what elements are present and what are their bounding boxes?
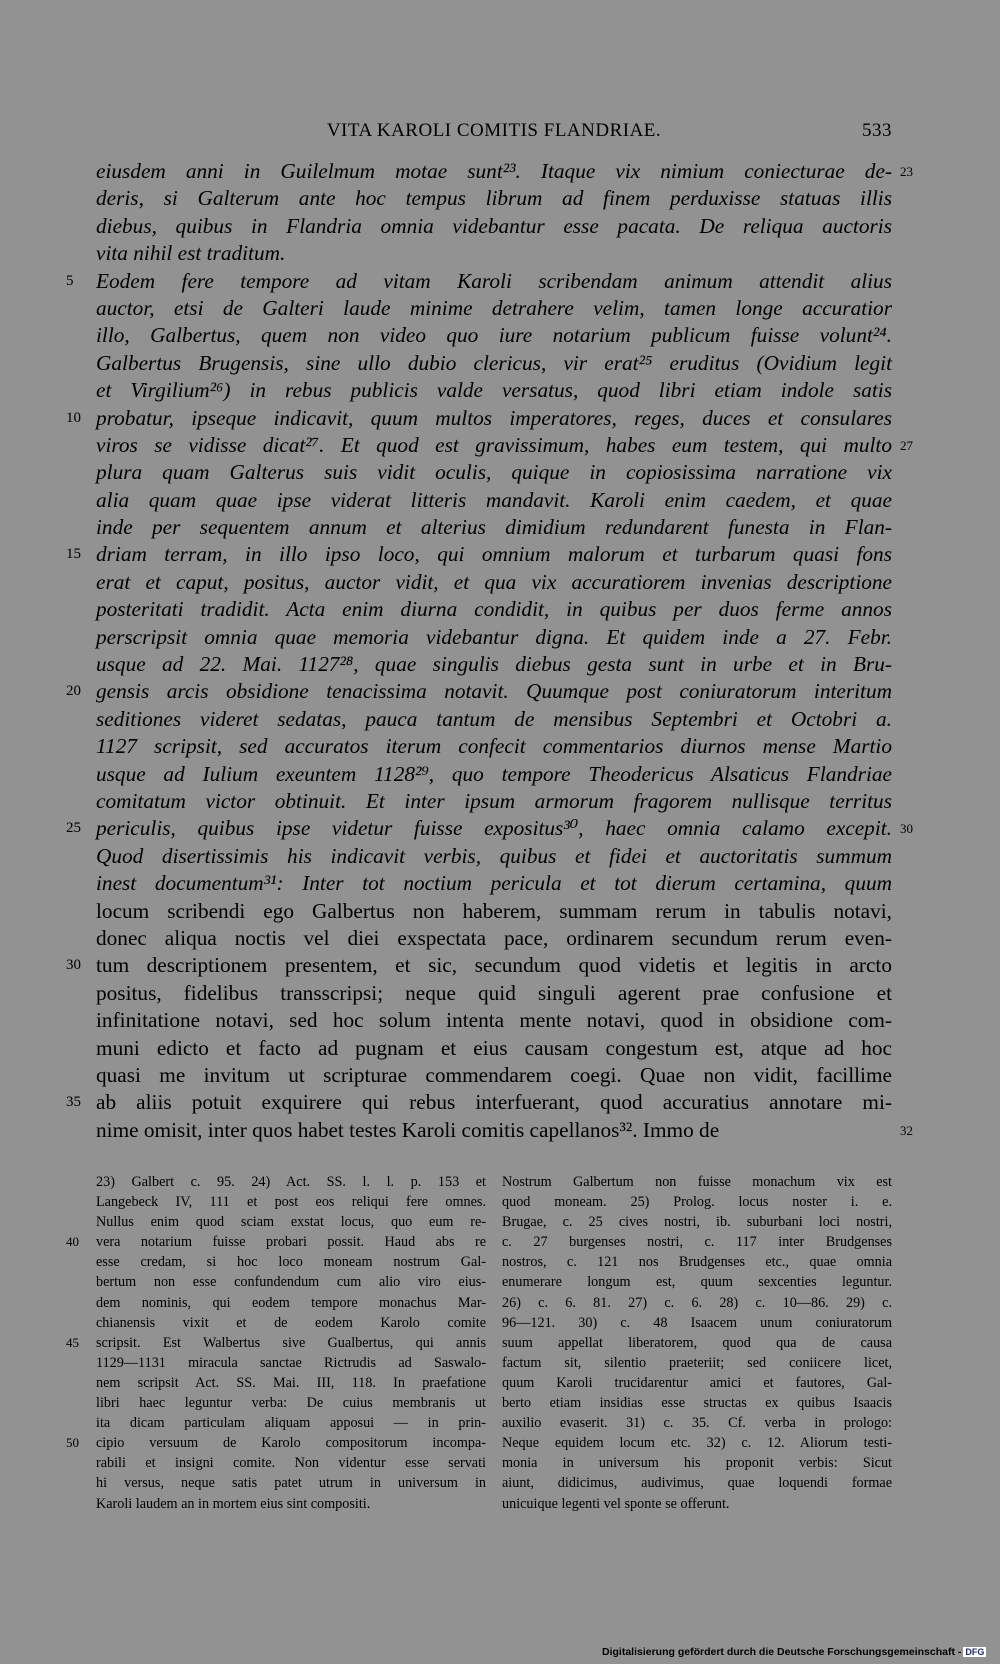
dfg-logo: DFG (965, 1647, 985, 1657)
line-text: nostros, c. 121 nos Brudgenses etc., quae omnia (502, 1254, 892, 1271)
text-line (96, 487, 892, 514)
line-text: Galbertus Brugensis, sine ullo dubio clericus, vir erat²⁵ eruditus (Ovidium legit (96, 350, 892, 375)
text-line (96, 761, 892, 788)
line-text: Brugae, c. 25 cives nostri, ib. suburbani loci nostri, (502, 1214, 892, 1231)
line-number: 10 (66, 409, 81, 426)
line-text: quum Karoli trucidarentur amici et fautores, Gal- (502, 1374, 892, 1391)
text-line (96, 185, 892, 212)
text-line (96, 213, 892, 240)
text-line (502, 1252, 892, 1272)
line-text: auxilio evaserit. 31) c. 35. Cf. verba in prologo: (502, 1415, 892, 1432)
text-line (502, 1232, 892, 1252)
footer-credit (602, 1646, 986, 1658)
line-number: 45 (66, 1334, 79, 1350)
line-text: ab aliis potuit exquirere qui rebus interfuerant, quod accuratius annotare mi- (96, 1090, 892, 1115)
text-line (66, 541, 892, 568)
line-number: 35 (66, 1094, 81, 1111)
line-text: Neque equidem locum etc. 32) c. 12. Aliorum testi- (502, 1435, 892, 1452)
text-line (66, 1089, 892, 1116)
line-number: 50 (66, 1435, 79, 1451)
text-line (96, 295, 892, 322)
line-text: tum descriptionem presentem, et sic, secundum quod videtis et legitis in arcto (96, 953, 892, 978)
text-line (96, 1117, 913, 1144)
line-text: quod moneam. 25) Prolog. locus noster i. e. (502, 1194, 892, 1211)
main-text (66, 158, 913, 1144)
line-text: driam terram, in illo ipso loco, qui omnium malorum et turbarum quasi fons (96, 542, 892, 567)
line-text: infinitatione notavi, sed hoc solum intenta mente notavi, quod in obsidione com- (96, 1008, 892, 1033)
text-line (96, 158, 913, 185)
text-line (96, 706, 892, 733)
text-line (96, 377, 892, 404)
line-text: monia in universum his proponit verbis: Sicut (502, 1455, 892, 1472)
text-line (96, 1172, 486, 1192)
footnotes-right-column (502, 1172, 892, 1514)
line-text: eiusdem anni in Guilelmum motae sunt²³. Itaque vix nimium coniecturae de- (96, 159, 892, 183)
text-line (502, 1192, 892, 1212)
line-text: libri haec leguntur verba: De cuius membranis ut (96, 1395, 486, 1412)
margin-reference: 32 (900, 1122, 913, 1138)
line-text: rabili et insigni comite. Non videntur esse servati (96, 1455, 486, 1472)
margin-reference: 27 (900, 437, 913, 453)
text-line (502, 1433, 892, 1453)
text-line (502, 1172, 892, 1192)
line-text: ita dicam particulam aliquam apposui — in prin- (96, 1415, 486, 1432)
text-line (96, 1272, 486, 1292)
text-line (96, 843, 892, 870)
footnotes-left-column (66, 1172, 486, 1514)
line-text: perscripsit omnia quae memoria videbantur digna. Et quidem inde a 27. Febr. (96, 624, 892, 649)
line-text: enumerare longum est, quum sexcenties leguntur. (502, 1274, 892, 1291)
line-text: vera notarium fuisse probari possit. Haud abs re (96, 1234, 486, 1251)
line-text: berto etiam insidias esse structas ex quibus Isaacis (502, 1395, 892, 1412)
line-text: chianensis vixit et de eodem Karolo comite (96, 1314, 486, 1331)
text-line (96, 1353, 486, 1373)
text-line (96, 898, 892, 925)
line-text: unicuique legenti vel sponte se offerunt. (502, 1495, 730, 1512)
line-number: 30 (66, 957, 81, 974)
line-text: viros se vidisse dicat²⁷. Et quod est gravissimum, habes eum testem, qui multo (96, 432, 892, 457)
line-text: Nostrum Galbertum non fuisse monachum vix est (502, 1174, 892, 1190)
line-text: c. 27 burgenses nostri, c. 117 inter Brudgenses (502, 1234, 892, 1251)
line-text: Quod disertissimis his indicavit verbis, quibus et fidei et auctoritatis summum (96, 843, 892, 868)
text-line (66, 1333, 486, 1353)
text-line (96, 733, 892, 760)
text-line (96, 1035, 892, 1062)
text-line (96, 1192, 486, 1212)
line-text: deris, si Galterum ante hoc tempus librum ad finem perduxisse statuas illis (96, 186, 892, 211)
text-line (96, 1212, 486, 1232)
line-text: Langebeck IV, 111 et post eos reliqui fere omnes. (96, 1194, 486, 1211)
running-title: VITA KAROLI COMITIS FLANDRIAE. (326, 120, 662, 141)
text-line (96, 240, 892, 267)
line-text: comitatum victor obtinuit. Et inter ipsum armorum fragorem nullisque territus (96, 788, 892, 813)
line-text: donec aliqua noctis vel diei exspectata pace, ordinarem secundum rerum even- (96, 925, 892, 950)
text-line (66, 405, 892, 432)
line-text: quasi me invitum ut scripturae commendarem coegi. Quae non vidit, facillime (96, 1062, 892, 1087)
text-line (66, 815, 913, 842)
text-line (96, 459, 892, 486)
line-text: positus, fidelibus transscripsi; neque quid singuli agerent prae confusione et (96, 980, 892, 1005)
line-text: usque ad 22. Mai. 1127²⁸, quae singulis diebus gesta sunt in urbe et in Bru- (96, 652, 892, 677)
text-line (96, 322, 892, 349)
text-line (96, 1393, 486, 1413)
line-text: periculis, quibus ipse videtur fuisse expositus³⁰, haec omnia calamo excepit. (96, 816, 892, 841)
line-text: et Virgilium²⁶) in rebus publicis valde versatus, quod libri etiam indole satis (96, 378, 892, 403)
text-line (502, 1293, 892, 1313)
line-text: usque ad Iulium exeuntem 1128²⁹, quo tempore Theodericus Alsaticus Flandriae (96, 761, 892, 786)
text-line (502, 1212, 892, 1232)
line-text: scripsit. Est Walbertus sive Gualbertus, qui annis (96, 1334, 486, 1351)
text-line (66, 952, 892, 979)
text-line (96, 624, 892, 651)
line-text: gensis arcis obsidione tenacissima notavit. Quumque post coniuratorum interitum (96, 679, 892, 704)
text-line (66, 678, 892, 705)
text-line (96, 1007, 892, 1034)
text-line (96, 514, 892, 541)
text-line (502, 1413, 892, 1433)
line-text: muni edicto et facto ad pugnam et eius causam congestum est, atque ad hoc (96, 1035, 892, 1060)
text-line (96, 788, 892, 815)
line-text: diebus, quibus in Flandria omnia videbantur esse pacata. De reliqua auctoris (96, 213, 892, 238)
line-number: 20 (66, 683, 81, 700)
page-number: 533 (862, 120, 892, 141)
line-text: Nullus enim quod sciam exstat locus, quo eum re- (96, 1214, 486, 1231)
line-text: 1127 scripsit, sed accuratos iterum confecit commentarios diurnos mense Martio (96, 734, 892, 759)
text-line (96, 1473, 486, 1493)
margin-reference: 23 (900, 164, 913, 179)
text-line (96, 1252, 486, 1272)
margin-reference: 30 (900, 821, 913, 837)
text-line (96, 1062, 892, 1089)
line-text: cipio versuum de Karolo compositorum incompa- (96, 1435, 486, 1452)
text-line (502, 1333, 892, 1353)
line-text: 96—121. 30) c. 48 Isaacem unum coniuratorum (502, 1314, 892, 1331)
line-text: inde per sequentem annum et alterius dimidium redundarent funesta in Flan- (96, 515, 892, 540)
line-number: 40 (66, 1234, 79, 1250)
text-line (96, 651, 892, 678)
text-line (66, 268, 892, 295)
line-text: 23) Galbert c. 95. 24) Act. SS. l. l. p. 153 et (96, 1174, 486, 1190)
line-text: aiunt, didicimus, audivimus, quae loquendi formae (502, 1475, 892, 1492)
line-text: 1129—1131 miracula sanctae Rictrudis ad Saswalo- (96, 1354, 486, 1371)
line-text: seditiones videret sedatas, pauca tantum de mensibus Septembri et Octobri a. (96, 706, 892, 731)
text-line (66, 1433, 486, 1453)
text-line (96, 432, 913, 459)
text-line (502, 1272, 892, 1292)
line-number: 25 (66, 820, 81, 837)
line-number: 15 (66, 546, 81, 563)
line-text: nem scripsit Act. SS. Mai. III, 118. In praefatione (96, 1374, 486, 1391)
line-text: vita nihil est traditum. (96, 241, 286, 266)
footer-text: Digitalisierung gefördert durch die Deutsche Forschungsgemeinschaft - (602, 1646, 962, 1658)
text-line (96, 1293, 486, 1313)
text-line (502, 1393, 892, 1413)
text-line (502, 1494, 892, 1514)
line-text: bertum non esse confundendum cum alio viro eius- (96, 1274, 486, 1291)
text-line (502, 1453, 892, 1473)
line-text: inest documentum³¹: Inter tot noctium pericula et tot dierum certamina, quum (96, 871, 892, 896)
text-line (96, 569, 892, 596)
text-line (96, 596, 892, 623)
line-text: illo, Galbertus, quem non video quo iure notarium publicum fuisse volunt²⁴. (96, 323, 892, 348)
line-text: factum sit, silentio praeteriit; sed coniicere licet, (502, 1354, 892, 1371)
text-line (502, 1353, 892, 1373)
line-text: suum appellat liberatorem, quod qua de causa (502, 1334, 892, 1351)
line-text: posteritati tradidit. Acta enim diurna condidit, in quibus per duos ferme annos (96, 597, 892, 622)
line-number: 5 (66, 272, 74, 289)
text-line (502, 1313, 892, 1333)
text-line (96, 925, 892, 952)
line-text: plura quam Galterus suis vidit oculis, quique in copiosissima narratione vix (96, 460, 892, 485)
line-text: Eodem fere tempore ad vitam Karoli scribendam animum attendit alius (96, 268, 892, 293)
text-line (96, 350, 892, 377)
line-text: auctor, etsi de Galteri laude minime detrahere velim, tamen longe accuratior (96, 295, 892, 320)
line-text: probatur, ipseque indicavit, quum multos imperatores, reges, duces et consulares (96, 405, 892, 430)
text-line (502, 1373, 892, 1393)
text-line (66, 1232, 486, 1252)
text-line (96, 870, 892, 897)
running-header (96, 120, 892, 146)
text-line (96, 1313, 486, 1333)
line-text: nime omisit, inter quos habet testes Karoli comitis capellanos³². Immo de (96, 1117, 720, 1142)
line-text: erat et caput, positus, auctor vidit, et qua vix accuratiorem invenias descriptione (96, 569, 892, 594)
text-line (96, 1373, 486, 1393)
line-text: esse credam, si hoc loco moneam nostrum Gal- (96, 1254, 486, 1271)
line-text: 26) c. 6. 81. 27) c. 6. 28) c. 10—86. 29) c. (502, 1294, 892, 1311)
text-line (96, 980, 892, 1007)
line-text: hi versus, neque satis patet utrum in universum in (96, 1475, 486, 1492)
line-text: alia quam quae ipse viderat litteris mandavit. Karoli enim caedem, et quae (96, 487, 892, 512)
text-line (502, 1473, 892, 1493)
text-line (96, 1413, 486, 1433)
line-text: locum scribendi ego Galbertus non haberem, summam rerum in tabulis notavi, (96, 898, 892, 923)
text-line (96, 1453, 486, 1473)
line-text: Karoli laudem an in mortem eius sint compositi. (96, 1495, 371, 1512)
line-text: dem nominis, qui eodem tempore monachus Mar- (96, 1294, 486, 1311)
text-line (96, 1494, 486, 1514)
